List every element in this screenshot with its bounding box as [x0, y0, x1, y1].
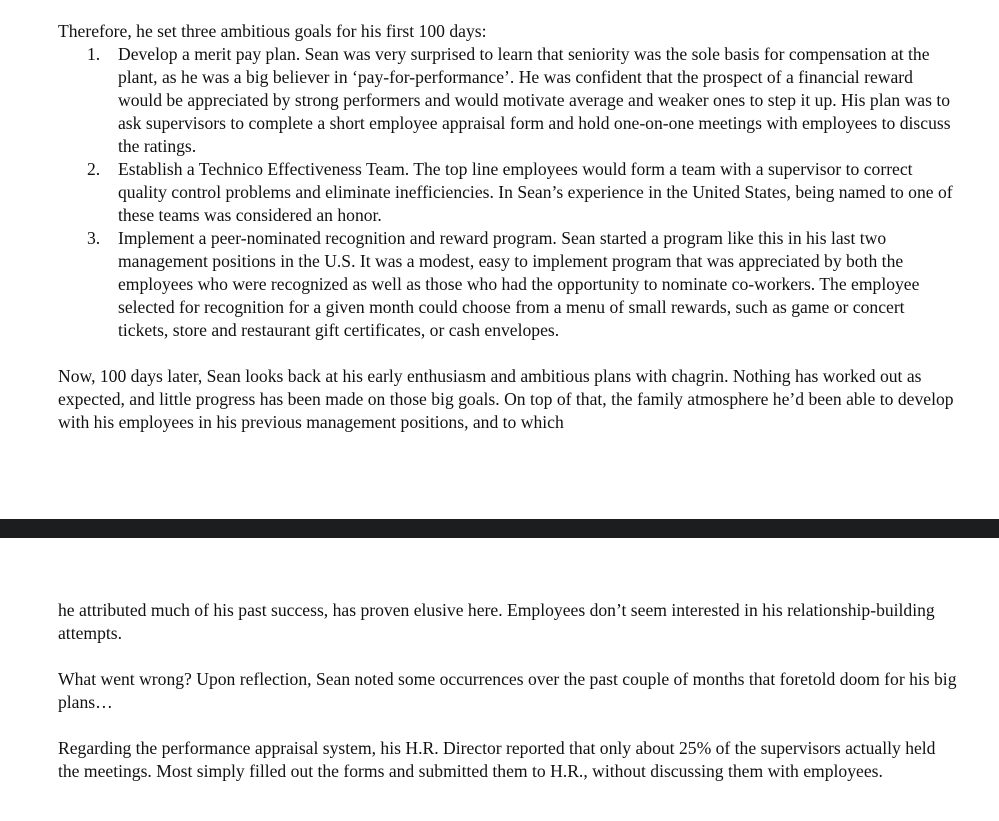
goals-list: [58, 43, 958, 342]
page-separator: [0, 519, 999, 538]
list-item-text: Develop a merit pay plan. Sean was very surprised to learn that seniority was the sole basis for compensation at the plant, as he was a big believer in ‘pay-for-performance’. He was confident that the prospect of a financial reward would be appreciated by strong performers and would motivate average and weaker ones to step it up. His plan was to ask supervisors to complete a short employee appraisal form and hold one-on-one meetings with employees to discuss the ratings.: [118, 44, 951, 156]
list-item-number: 2.: [87, 159, 101, 179]
document-page-bottom: [0, 538, 999, 821]
list-item: [58, 43, 958, 158]
appraisal-paragraph: Regarding the performance appraisal system, his H.R. Director reported that only about 25% of the supervisors actually held the meetings. Most simply filled out the forms and submitted them to H.R., without discussing them with employees.: [58, 738, 936, 781]
question-paragraph: What went wrong? Upon reflection, Sean noted some occurrences over the past couple of months that foretold doom for his big plans…: [58, 669, 957, 712]
intro-paragraph: Therefore, he set three ambitious goals for his first 100 days:: [58, 21, 487, 41]
list-item: [58, 158, 958, 227]
list-item: [58, 227, 958, 342]
list-item-number: 3.: [87, 228, 101, 248]
list-item-text: Implement a peer-nominated recognition and reward program. Sean started a program like this in his last two management positions in the U.S. It was a modest, easy to implement program that was appreciated by both the employees who were recognized as well as those who had the opportunity to nominate co-workers. The employee selected for recognition for a given month could choose from a menu of small rewards, such as game or concert tickets, store and restaurant gift certificates, or cash envelopes.: [118, 228, 920, 340]
list-item-number: 1.: [87, 44, 101, 64]
closing-paragraph: Now, 100 days later, Sean looks back at his early enthusiasm and ambitious plans with chagrin. Nothing has worked out as expected, and little progress has been made on those big goals. On top of that, the family atmosphere he’d been able to develop with his employees in his previous management positions, and to which: [58, 366, 954, 432]
list-item-text: Establish a Technico Effectiveness Team. The top line employees would form a team with a supervisor to correct quality control problems and eliminate inefficiencies. In Sean’s experience in the United States, being named to one of these teams was considered an honor.: [118, 159, 953, 225]
continuation-paragraph: he attributed much of his past success, has proven elusive here. Employees don’t seem interested in his relationship-building attempts.: [58, 600, 935, 643]
